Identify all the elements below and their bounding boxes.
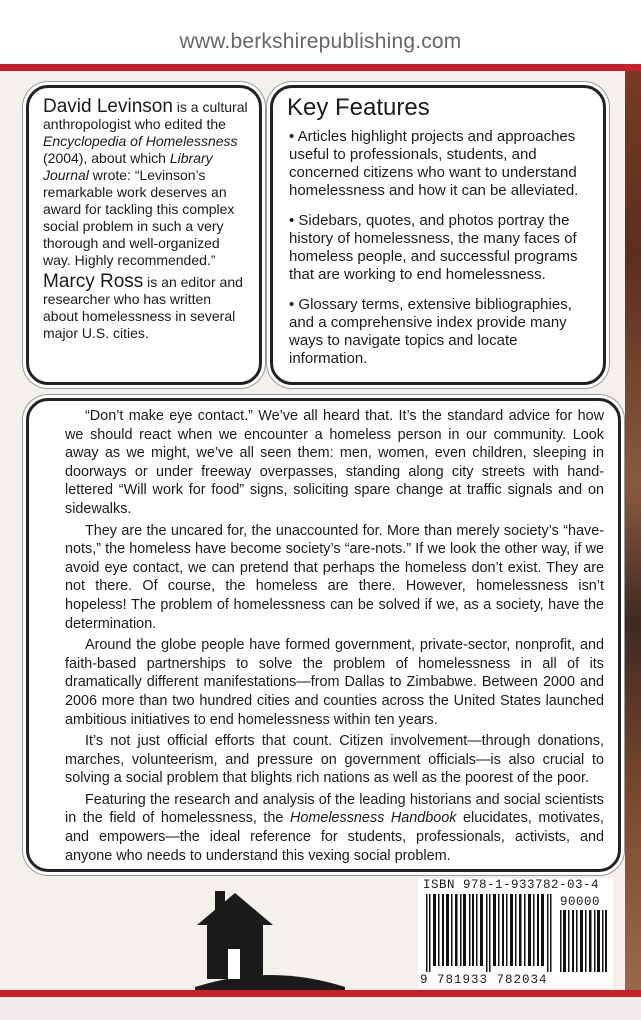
authors-box xyxy=(26,85,262,385)
feature-item: • Glossary terms, extensive bibliographies, and a comprehensive index provide many ways to navigate topics and locate information. xyxy=(289,296,572,367)
isbn-number: ISBN 978-1-933782-03-4 xyxy=(423,878,600,892)
book-title: Homelessness Handbook xyxy=(289,810,457,827)
author-bio-levinson: David Levinson is a cultural anthropologist who edited the Encyclopedia of Homelessness (2004), about which Library Journal wrote: “Levinson’s remarkable work deserves an award for tackling this complex social problem in such a very thorough and well-organized way. Highly recommended.” xyxy=(43,96,248,268)
body-paragraph: They are the uncared for, the unaccounted for. More than merely society’s “have-nots,” the homeless have become society’s “are-nots.” If we look the other way, if we avoid eye contact, we can pretend that perhaps the homeless don’t exist. They are not there. Of course, the homeless are there. However, homelessness isn’t hopeless! The problem of homelessness can be solved if we, as a society, have the determination. xyxy=(65,522,604,632)
footer-bar xyxy=(0,997,641,1020)
top-red-rule xyxy=(0,64,641,71)
journal-title: Library Journal xyxy=(43,150,213,183)
bottom-red-rule xyxy=(0,990,641,997)
price-addon-barcode xyxy=(560,910,608,972)
ean-barcode xyxy=(422,894,558,972)
author-name: Marcy Ross xyxy=(43,271,144,292)
body-paragraph: Featuring the research and analysis of the leading historians and social scientists in the field of homelessness, the Homelessness Handbook elucidates, motivates, and empowers—the ideal reference for students, professionals, activists, and anyone who needs to understand this vexing social problem. xyxy=(65,791,604,864)
barcode-digits: 9 781933 782034 xyxy=(420,973,548,987)
house-logo-icon xyxy=(195,885,345,995)
body-paragraph: It’s not just official efforts that count. Citizen involvement—through donations, marches, volunteerism, and pressure on government officials—is also crucial to solving a social problem that blights rich nations as well as the poorest of the poor. xyxy=(65,733,604,787)
body-paragraph: Around the globe people have formed government, private-sector, nonprofit, and faith-based partnerships to solve the problem of homelessness in all of its dramatically different manifestations—from Dallas to Zimbabwe. Between 2000 and 2006 more than two hundred cities and counties across the United States launched ambitious initiatives to end homelessness within ten years. xyxy=(65,637,604,728)
key-features-box xyxy=(270,85,606,385)
author-bio-ross: Marcy Ross is an editor and researcher who has written about homelessness in several major U.S. cities. xyxy=(43,271,243,341)
author-name: David Levinson xyxy=(43,96,173,117)
description-box xyxy=(26,398,621,872)
feature-item: • Sidebars, quotes, and photos portray the history of homelessness, the many faces of homeless people, and successful programs that are working to end homelessness. xyxy=(289,212,578,283)
key-features-list xyxy=(287,128,593,368)
body-paragraph: “Don’t make eye contact.” We’ve all heard that. It’s the standard advice for how we should react when we encounter a homeless person in our community. Look away as we might, we’ve all seen them: men, women, even children, sleeping in doorways or under freeway overpasses, standing along city streets with hand-lettered “Will work for food” signs, soliciting spare change at traffic signals and on sidewalks. xyxy=(65,408,604,517)
header-bar xyxy=(0,0,641,66)
barcode xyxy=(418,878,613,988)
cover-photo-edge xyxy=(625,71,641,990)
book-title: Encyclopedia of Homelessness xyxy=(43,133,238,149)
feature-item: • Articles highlight projects and approaches useful to professionals, students, and concerned citizens who want to understand homelessness and how it can be alleviated. xyxy=(289,128,579,199)
price-code: 90000 xyxy=(560,895,601,909)
key-features-title: Key Features xyxy=(287,94,430,121)
publisher-url[interactable]: www.berkshirepublishing.com xyxy=(179,30,462,53)
